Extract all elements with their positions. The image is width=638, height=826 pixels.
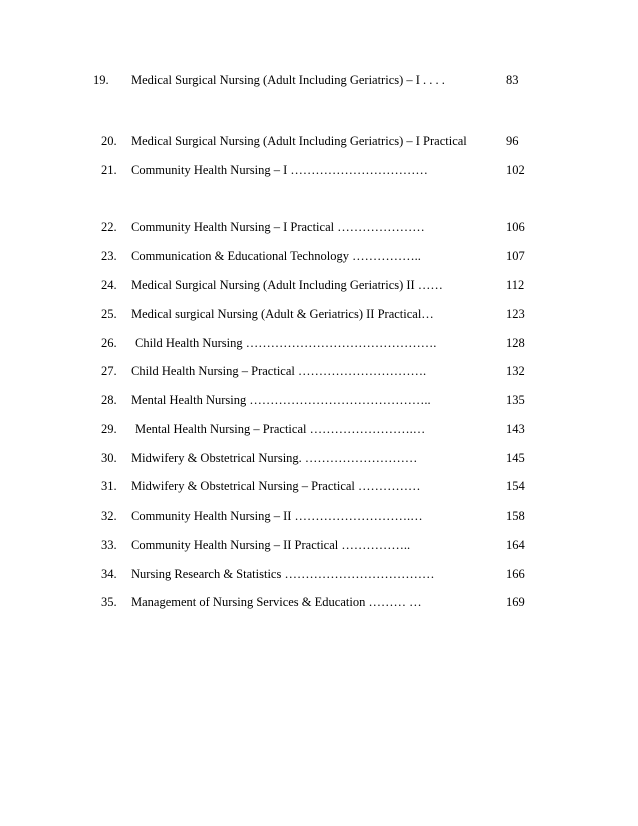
entry-title: Nursing Research & Statistics ………………………………: [131, 567, 435, 581]
entry-number: 33.: [101, 538, 117, 552]
toc-entry-21: [0, 161, 638, 179]
entry-page-number: 96: [506, 134, 519, 148]
entry-title: Management of Nursing Services & Education ……… …: [131, 595, 422, 609]
entry-title: Medical Surgical Nursing (Adult Including Geriatrics) – I Practical: [131, 134, 467, 148]
entry-page-number: 106: [506, 220, 525, 234]
toc-entry-35: [0, 593, 638, 611]
entry-number: 22.: [101, 220, 117, 234]
entry-number: 26.: [101, 336, 117, 350]
toc-entry-28: [0, 391, 638, 409]
entry-number: 19.: [93, 73, 109, 87]
toc-entry-34: [0, 565, 638, 583]
toc-entry-29: [0, 420, 638, 438]
toc-entry-33: [0, 536, 638, 554]
entry-title: Communication & Educational Technology ……………..: [131, 249, 421, 263]
toc-entry-30: [0, 449, 638, 467]
entry-page-number: 135: [506, 393, 525, 407]
entry-number: 21.: [101, 163, 117, 177]
entry-page-number: 83: [506, 73, 519, 87]
entry-number: 35.: [101, 595, 117, 609]
entry-title: Community Health Nursing – I Practical …………………: [131, 220, 425, 234]
entry-number: 25.: [101, 307, 117, 321]
entry-title: Community Health Nursing – II ……………………….…: [131, 509, 423, 523]
toc-entry-22: [0, 218, 638, 236]
entry-number: 28.: [101, 393, 117, 407]
toc-entry-19: [0, 71, 638, 89]
entry-title: Medical Surgical Nursing (Adult Including Geriatrics) – I . . . .: [131, 73, 445, 87]
toc-entry-20: [0, 132, 638, 150]
entry-page-number: 128: [506, 336, 525, 350]
toc-entry-31: [0, 477, 638, 495]
toc-entry-26: [0, 334, 638, 352]
entry-page-number: 158: [506, 509, 525, 523]
entry-page-number: 145: [506, 451, 525, 465]
entry-number: 30.: [101, 451, 117, 465]
entry-title: Midwifery & Obstetrical Nursing. ………………………: [131, 451, 418, 465]
entry-number: 29.: [101, 422, 117, 436]
toc-entry-27: [0, 362, 638, 380]
entry-title: Medical Surgical Nursing (Adult Including Geriatrics) II ……: [131, 278, 443, 292]
entry-page-number: 169: [506, 595, 525, 609]
entry-page-number: 166: [506, 567, 525, 581]
entry-number: 20.: [101, 134, 117, 148]
entry-number: 31.: [101, 479, 117, 493]
entry-title: Child Health Nursing – Practical ………………………….: [131, 364, 427, 378]
entry-page-number: 112: [506, 278, 525, 292]
toc-entry-23: [0, 247, 638, 265]
entry-page-number: 102: [506, 163, 525, 177]
entry-page-number: 154: [506, 479, 525, 493]
entry-title: Community Health Nursing – II Practical ……………..: [131, 538, 411, 552]
entry-number: 34.: [101, 567, 117, 581]
entry-title: Midwifery & Obstetrical Nursing – Practical ……………: [131, 479, 421, 493]
entry-page-number: 107: [506, 249, 525, 263]
entry-title: Mental Health Nursing – Practical …………………….…: [135, 422, 426, 436]
toc-entry-25: [0, 305, 638, 323]
entry-title: Medical surgical Nursing (Adult & Geriatrics) II Practical…: [131, 307, 434, 321]
toc-entry-24: [0, 276, 638, 294]
toc-entry-32: [0, 507, 638, 525]
entry-number: 27.: [101, 364, 117, 378]
entry-page-number: 143: [506, 422, 525, 436]
entry-page-number: 132: [506, 364, 525, 378]
entry-number: 32.: [101, 509, 117, 523]
entry-title: Community Health Nursing – I ……………………………: [131, 163, 428, 177]
entry-number: 24.: [101, 278, 117, 292]
entry-number: 23.: [101, 249, 117, 263]
entry-page-number: 164: [506, 538, 525, 552]
entry-title: Child Health Nursing ……………………………………….: [135, 336, 437, 350]
entry-page-number: 123: [506, 307, 525, 321]
entry-title: Mental Health Nursing ……………………………………..: [131, 393, 431, 407]
